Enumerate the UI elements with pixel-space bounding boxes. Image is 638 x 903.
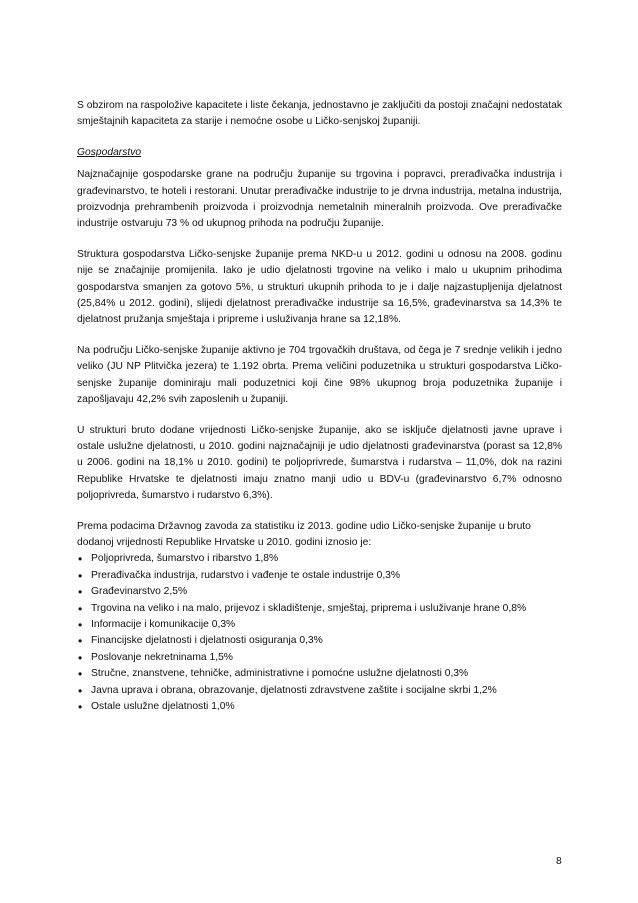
list-intro: Prema podacima Državnog zavoda za statistiku iz 2013. godine udio Ličko-senjske županije u bruto dodanoj vrijednosti Republike Hrvatske u 2010. godini iznosio je: bbox=[77, 520, 531, 548]
paragraph-main-industries: Najznačajnije gospodarske grane na području županije su trgovina i popravci, prerađivačka industrija i građevinarstvo, te hoteli i restorani. Unutar prerađivačke industrije to je drvna industrija, metalna industrija, proizvodnja prehrambenih proizvoda i proizvodnja nemetalnih mineralnih proizvoda. Ove prerađivačke industrije ostvaruju 73 % od ukupnog prihoda na području županije. bbox=[77, 169, 562, 230]
paragraph-companies: Na području Ličko-senjske županije aktivno je 704 trgovačkih društava, od čega je 7 srednje velikih i jedno veliko (JU NP Plitvička jezera) te 1.192 obrta. Prema veličini poduzetnika u strukturi gospodarstva Ličko-senjske županije dominiraju mali poduzetnici koji čine 98% ukupnog broja poduzetnika županije i zapošljavaju 42,2% svih zaposlenih u županiji. bbox=[77, 344, 562, 406]
list-item: • Poljoprivreda, šumarstvo i ribarstvo 1,8% bbox=[77, 551, 562, 567]
list-item: • Građevinarstvo 2,5% bbox=[77, 584, 562, 600]
section-heading: Gospodarstvo bbox=[77, 146, 142, 158]
paragraph-economy-structure: Struktura gospodarstva Ličko-senjske županije prema NKD-u u 2012. godini u odnosu na 2008. godinu nije se značajnije promijenila. Iako je udio djelatnosti trgovine na veliko i malo u ukupnim prihodima gospodarstva smanjen za gotovo 5%, u strukturi ukupnih prihoda to je i dalje najzastupljenija djelatnost (25,84% u 2012. godini), slijedi djelatnost prerađivačke industrije sa 16,5%, građevinarstva sa 14,3% te djelatnost pružanja smještaja i pripreme i usluživanja hrane sa 12,18%. bbox=[77, 248, 562, 326]
intro-paragraph: S obzirom na raspoložive kapacitete i liste čekanja, jednostavno je zaključiti da postoji značajni nedostatak smještajnih kapaciteta za starije i nemoćne osobe u Ličko-senjskoj županiji. bbox=[77, 100, 562, 128]
list-item: • Javna uprava i obrana, obrazovanje, djelatnosti zdravstvene zaštite i socijalne skrbi 1,2% bbox=[77, 683, 562, 699]
list-item: • Prerađivačka industrija, rudarstvo i vađenje te ostale industrije 0,3% bbox=[77, 568, 562, 584]
page-content bbox=[77, 98, 562, 715]
list-item: • Poslovanje nekretninama 1,5% bbox=[77, 650, 562, 666]
list-item: • Stručne, znanstvene, tehničke, administrativne i pomoćne uslužne djelatnosti 0,3% bbox=[77, 666, 562, 682]
gva-share-list bbox=[77, 551, 562, 715]
list-item: • Trgovina na veliko i na malo, prijevoz i skladištenje, smještaj, priprema i usluživanje hrane 0,8% bbox=[77, 601, 562, 617]
list-item: • Financijske djelatnosti i djelatnosti osiguranja 0,3% bbox=[77, 633, 562, 649]
page-number: 8 bbox=[556, 856, 562, 867]
list-item: • Ostale uslužne djelatnosti 1,0% bbox=[77, 699, 562, 715]
paragraph-gross-value-added: U strukturi bruto dodane vrijednosti Ličko-senjske županije, ako se isključe djelatnosti javne uprave i ostale uslužne djelatnosti, u 2010. godini najznačajniji je udio djelatnosti građevinarstva (porast sa 12,8% u 2006. godini na 18,1% u 2010. godini) te poljoprivrede, šumarstva i rudarstva – 11,0%, dok na razini Republike Hrvatske te djelatnosti imaju znatno manji udio u BDV-u (građevinarstvo 6,7% odnosno poljoprivreda, šumarstvo i rudarstvo 6,3%). bbox=[77, 424, 562, 502]
list-item: • Informacije i komunikacije 0,3% bbox=[77, 617, 562, 633]
